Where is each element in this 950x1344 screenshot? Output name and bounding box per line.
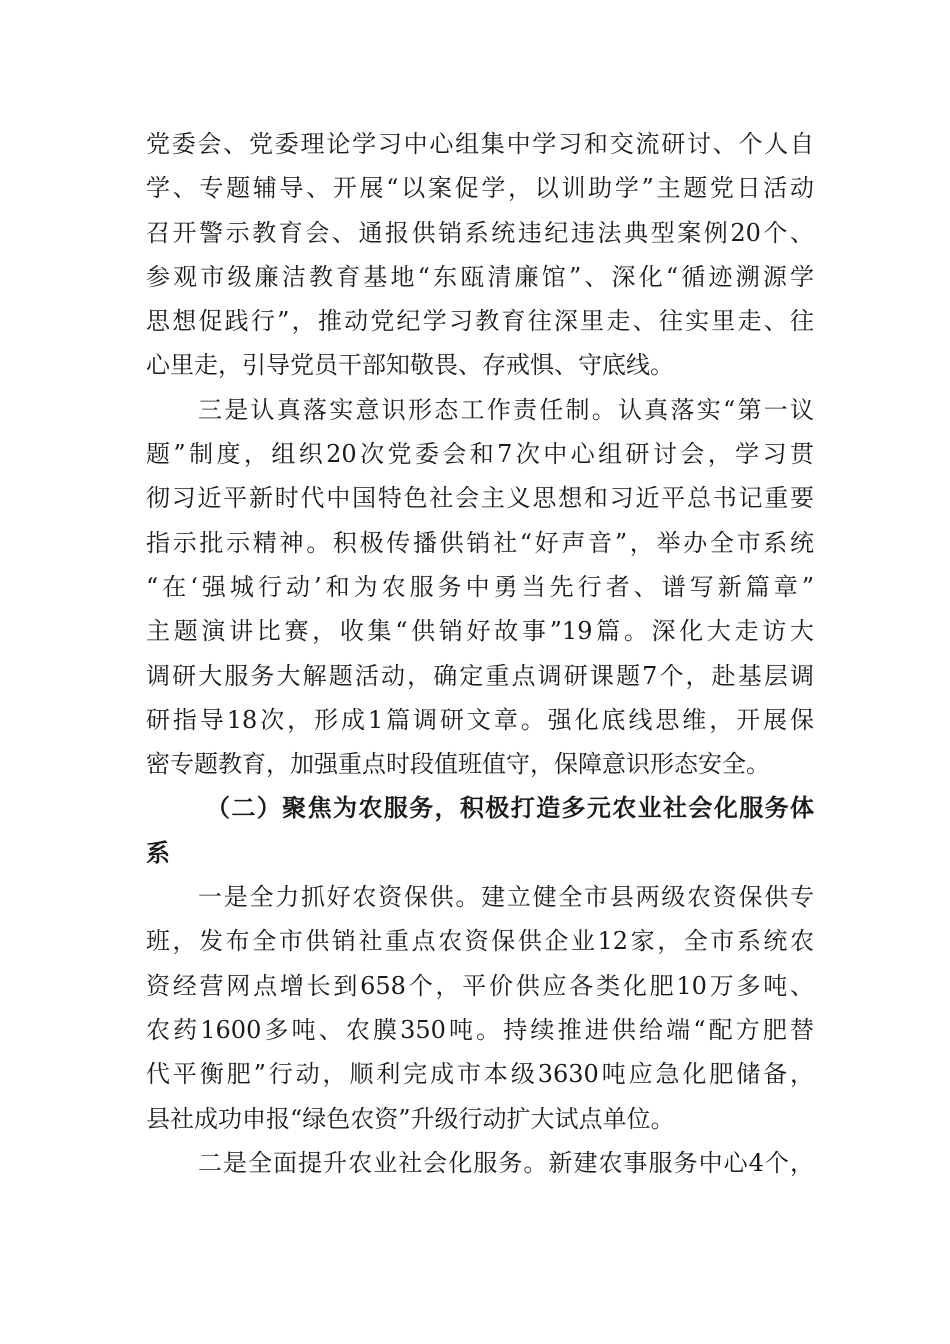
paragraph-3-line-5: 代平衡肥”行动，顺利完成市本级3630吨应急化肥储备，	[146, 1060, 814, 1089]
paragraph-2-line-6: 主题演讲比赛，收集“供销好故事”19篇。深化大走访大	[146, 617, 814, 646]
paragraph-2-line-2: 题”制度，组织20次党委会和7次中心组研讨会，学习贯	[146, 440, 814, 469]
paragraph-1-line-4: 参观市级廉洁教育基地“东瓯清廉馆”、深化“循迹溯源学	[146, 262, 814, 291]
paragraph-3-line-4: 农药1600多吨、农膜350吨。持续推进供给端“配方肥替	[146, 1015, 814, 1044]
paragraph-3-line-3: 资经营网点增长到658个，平价供应各类化肥10万多吨、	[146, 971, 814, 1000]
paragraph-3-line-1: 一是全力抓好农资保供。建立健全市县两级农资保供专	[198, 883, 814, 912]
paragraph-2-line-4: 指示批示精神。积极传播供销社“好声音”，举办全市系统	[146, 528, 814, 557]
paragraph-2-line-9: 密专题教育，加强重点时段值班值守，保障意识形态安全。	[146, 750, 770, 779]
paragraph-2-line-7: 调研大服务大解题活动，确定重点调研课题7个，赴基层调	[146, 661, 814, 690]
paragraph-3-line-6: 县社成功申报“绿色农资”升级行动扩大试点单位。	[146, 1104, 675, 1133]
paragraph-2-line-5: “在‘强城行动’和为农服务中勇当先行者、谱写新篇章”	[146, 572, 814, 601]
paragraph-1-line-3: 召开警示教育会、通报供销系统违纪违法典型案例20个、	[146, 218, 814, 247]
paragraph-2-line-1: 三是认真落实意识形态工作责任制。认真落实“第一议	[198, 395, 814, 424]
paragraph-1-line-5: 思想促践行”，推动党纪学习教育往深里走、往实里走、往	[146, 307, 814, 336]
paragraph-3-line-2: 班，发布全市供销社重点农资保供企业12家，全市系统农	[146, 927, 814, 956]
paragraph-2-line-3: 彻习近平新时代中国特色社会主义思想和习近平总书记重要	[146, 484, 814, 513]
section-heading-line-2: 系	[146, 837, 170, 867]
paragraph-4-line-1: 二是全面提升农业社会化服务。新建农事服务中心4个，	[198, 1148, 814, 1177]
document-body	[146, 122, 814, 1185]
paragraph-1-line-2: 学、专题辅导、开展“以案促学，以训助学”主题党日活动	[146, 174, 814, 203]
paragraph-1-line-6: 心里走，引导党员干部知敬畏、存戒惧、守底线。	[146, 351, 674, 380]
paragraph-1-line-1: 党委会、党委理论学习中心组集中学习和交流研讨、个人自	[146, 130, 814, 158]
paragraph-2-line-8: 研指导18次，形成1篇调研文章。强化底线思维，开展保	[146, 705, 814, 734]
section-heading-line-1: （二）聚焦为农服务，积极打造多元农业社会化服务体	[206, 793, 814, 823]
